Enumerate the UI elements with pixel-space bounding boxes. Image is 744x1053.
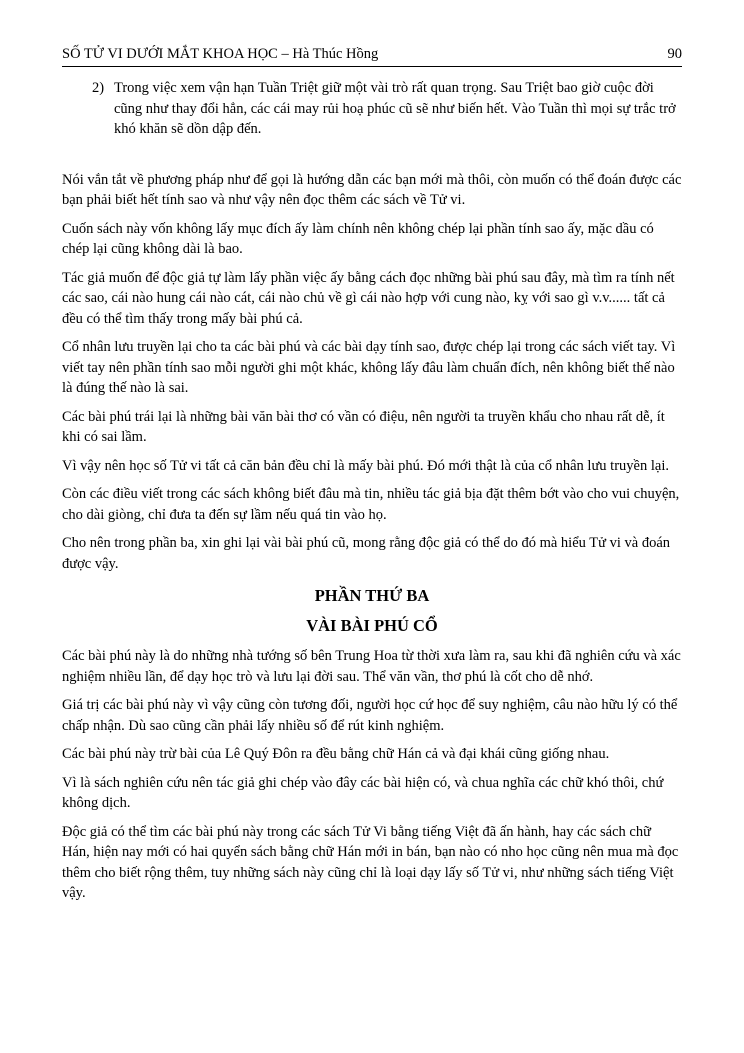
list-item bbox=[62, 78, 682, 140]
paragraph: Các bài phú trái lại là những bài văn bài thơ có vần có điệu, nên người ta truyền khẩu cho nhau rất dễ, ít khi có sai lầm. bbox=[62, 408, 665, 445]
paragraph: Cổ nhân lưu truyền lại cho ta các bài phú và các bài dạy tính sao, được chép lại trong các sách viết tay. Vì viết tay nên phần tính sao mỗi người ghi một khác, không lấy đâu làm chuẩn đích, nên không biết thế nào là đúng thế nào là sai. bbox=[62, 339, 676, 396]
paragraph: Cuốn sách này vốn không lấy mục đích ấy làm chính nên không chép lại phần tính sao ấy, mặc dầu có chép lại cũng không dài là bao. bbox=[62, 220, 654, 257]
list-item-text: Trong việc xem vận hạn Tuần Triệt giữ một vài trò rất quan trọng. Sau Triệt bao giờ cuộc đời cũng như thay đổi hẳn, các cái may rủi hoạ phúc cũ sẽ như biến hết. Vào Tuần thì mọi sự trắc trở khó khăn sẽ dồn dập đến. bbox=[114, 80, 676, 137]
paragraph: Nói vắn tắt về phương pháp như để gọi là hướng dẫn các bạn mới mà thôi, còn muốn có thể đoán được các bạn phải biết hết tính sao và như vậy nên đọc thêm các sách về Tử vi. bbox=[62, 171, 682, 208]
document-page bbox=[62, 44, 682, 912]
paragraph: Độc giả có thể tìm các bài phú này trong các sách Tử Vi bằng tiếng Việt đã ấn hành, hay các sách chữ Hán, hiện nay mới có hai quyển sách bằng chữ Hán mới in bán, bạn nào có nho học cũng nên mua mà đọc thêm cho biết rộng thêm, tuy những sách này cũng chỉ là loại dạy lấy số Tử vi, như những sách tiếng Việt vậy. bbox=[62, 823, 679, 901]
running-title: SỐ TỬ VI DƯỚI MẮT KHOA HỌC – Hà Thúc Hồng bbox=[62, 46, 379, 62]
paragraph: Các bài phú này trừ bài của Lê Quý Đôn ra đều bằng chữ Hán cả và đại khái cũng giống nhau. bbox=[62, 746, 610, 762]
body-text bbox=[62, 170, 682, 904]
paragraph: Vì vậy nên học số Tử vi tất cả căn bản đều chỉ là mấy bài phú. Đó mới thật là của cổ nhân lưu truyền lại. bbox=[62, 457, 669, 474]
paragraph: Còn các điều viết trong các sách không biết đâu mà tin, nhiều tác giả bịa đặt thêm bớt vào cho vui chuyện, cho dài giòng, chỉ đưa ta đến sự lầm nếu quá tin vào họ. bbox=[62, 486, 680, 523]
paragraph: Các bài phú này là do những nhà tướng số bên Trung Hoa từ thời xưa làm ra, sau khi đã nghiên cứu và xác nghiệm nhiều lần, để dạy học trò và lưu lại đời sau. Thể văn vần, thơ phú là cốt cho dễ nhớ. bbox=[62, 648, 681, 685]
page-header bbox=[62, 44, 682, 67]
paragraph: Vì là sách nghiên cứu nên tác giả ghi chép vào đây các bài hiện có, và chua nghĩa các chữ khó thôi, chứ không dịch. bbox=[62, 774, 664, 811]
paragraph: Cho nên trong phần ba, xin ghi lại vài bài phú cũ, mong rằng độc giả có thể do đó mà hiểu Tử vi và đoán được vậy. bbox=[62, 535, 671, 572]
numbered-list bbox=[62, 78, 682, 140]
paragraph: Tác giả muốn để độc giả tự làm lấy phần việc ấy bằng cách đọc những bài phú sau đây, mà tìm ra tính nết các sao, cái nào hung cái nào cát, cái nào chủ về gì cái nào hợp với cung nào, kỵ với sao gì v.v...... tất cả đều có thể tìm thấy trong mấy bài phú cả. bbox=[62, 269, 675, 327]
paragraph: Giá trị các bài phú này vì vậy cũng còn tương đối, người học cứ học để suy nghiệm, câu nào hữu lý có thể chấp nhận. Dù sao cũng cần phải lấy nhiều số để rút kinh nghiệm. bbox=[62, 697, 678, 734]
list-marker: 2) bbox=[92, 80, 105, 96]
section-title: PHẦN THỨ BA bbox=[314, 586, 430, 605]
page-number: 90 bbox=[667, 46, 682, 62]
section-subtitle: VÀI BÀI PHÚ CỔ bbox=[306, 616, 438, 635]
